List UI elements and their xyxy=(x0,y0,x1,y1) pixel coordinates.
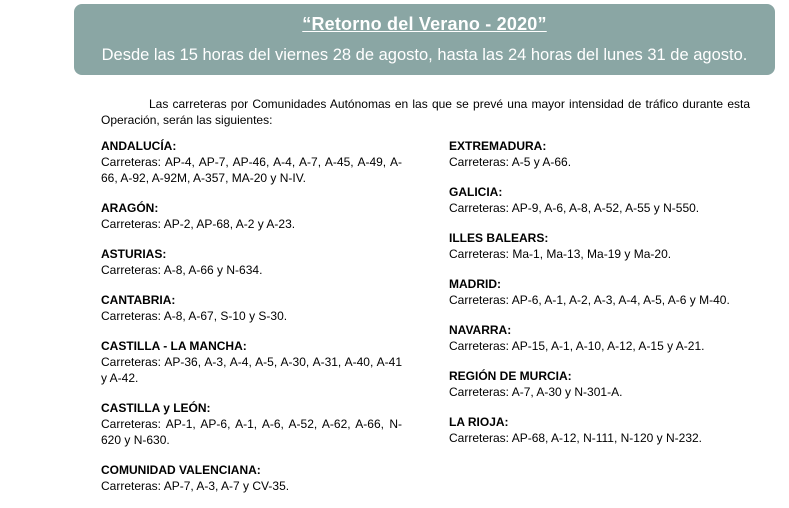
region-asturias xyxy=(101,246,402,278)
banner-title: “Retorno del Verano - 2020” xyxy=(302,14,547,34)
region-roads: Carreteras: AP-4, AP-7, AP-46, A-4, A-7, A-45, A-49, A-66, A-92, A-92M, A-357, MA-20 y N-IV. xyxy=(101,155,402,185)
region-name: COMUNIDAD VALENCIANA: xyxy=(101,463,261,477)
header-banner xyxy=(74,4,775,75)
region-name: CASTILLA - LA MANCHA: xyxy=(101,339,247,353)
region-roads: Carreteras: A-8, A-66 y N-634. xyxy=(101,263,263,277)
region-extremadura xyxy=(449,138,769,170)
region-roads: Carreteras: A-5 y A-66. xyxy=(449,155,572,169)
region-name: ARAGÓN: xyxy=(101,201,159,215)
region-name: MADRID: xyxy=(449,277,501,291)
region-roads: Carreteras: AP-1, AP-6, A-1, A-6, A-52, A-62, A-66, N-620 y N-630. xyxy=(101,417,402,447)
region-roads: Carreteras: AP-9, A-6, A-8, A-52, A-55 y N-550. xyxy=(449,201,700,215)
region-andalucia xyxy=(101,138,402,186)
banner-subtitle: Desde las 15 horas del viernes 28 de agosto, hasta las 24 horas del lunes 31 de agosto. xyxy=(101,46,748,64)
region-name: CASTILLA y LEÓN: xyxy=(101,401,211,415)
region-name: CANTABRIA: xyxy=(101,293,176,307)
region-galicia xyxy=(449,184,769,216)
region-name: ILLES BALEARS: xyxy=(449,231,549,245)
region-navarra xyxy=(449,322,769,354)
region-name: EXTREMADURA: xyxy=(449,139,547,153)
region-murcia xyxy=(449,368,769,400)
region-castilla-y-leon xyxy=(101,400,402,448)
region-roads: Carreteras: AP-6, A-1, A-2, A-3, A-4, A-5, A-6 y M-40. xyxy=(449,293,730,307)
right-column xyxy=(449,138,769,460)
region-roads: Carreteras: AP-68, A-12, N-111, N-120 y N-232. xyxy=(449,431,703,445)
region-name: ANDALUCÍA: xyxy=(101,139,177,153)
region-roads: Carreteras: Ma-1, Ma-13, Ma-19 y Ma-20. xyxy=(449,247,672,261)
region-roads: Carreteras: AP-15, A-1, A-10, A-12, A-15 y A-21. xyxy=(449,339,705,353)
region-roads: Carreteras: AP-2, AP-68, A-2 y A-23. xyxy=(101,217,296,231)
region-madrid xyxy=(449,276,769,308)
region-la-rioja xyxy=(449,414,769,446)
region-castilla-la-mancha xyxy=(101,338,402,386)
region-name: GALICIA: xyxy=(449,185,503,199)
region-name: NAVARRA: xyxy=(449,323,512,337)
region-comunidad-valenciana xyxy=(101,462,402,494)
region-aragon xyxy=(101,200,402,232)
region-roads: Carreteras: AP-7, A-3, A-7 y CV-35. xyxy=(101,479,290,493)
region-illes-balears xyxy=(449,230,769,262)
region-name: REGIÓN DE MURCIA: xyxy=(449,369,572,383)
region-cantabria xyxy=(101,292,402,324)
region-roads: Carreteras: A-8, A-67, S-10 y S-30. xyxy=(101,309,288,323)
region-name: LA RIOJA: xyxy=(449,415,509,429)
region-roads: Carreteras: A-7, A-30 y N-301-A. xyxy=(449,385,623,399)
region-roads: Carreteras: AP-36, A-3, A-4, A-5, A-30, A-31, A-40, A-41 y A-42. xyxy=(101,355,402,385)
left-column xyxy=(101,138,402,508)
intro-paragraph: Las carreteras por Comunidades Autónomas en las que se prevé una mayor intensidad de tráfico durante esta Operación, serán las siguientes: xyxy=(101,97,750,127)
region-name: ASTURIAS: xyxy=(101,247,167,261)
